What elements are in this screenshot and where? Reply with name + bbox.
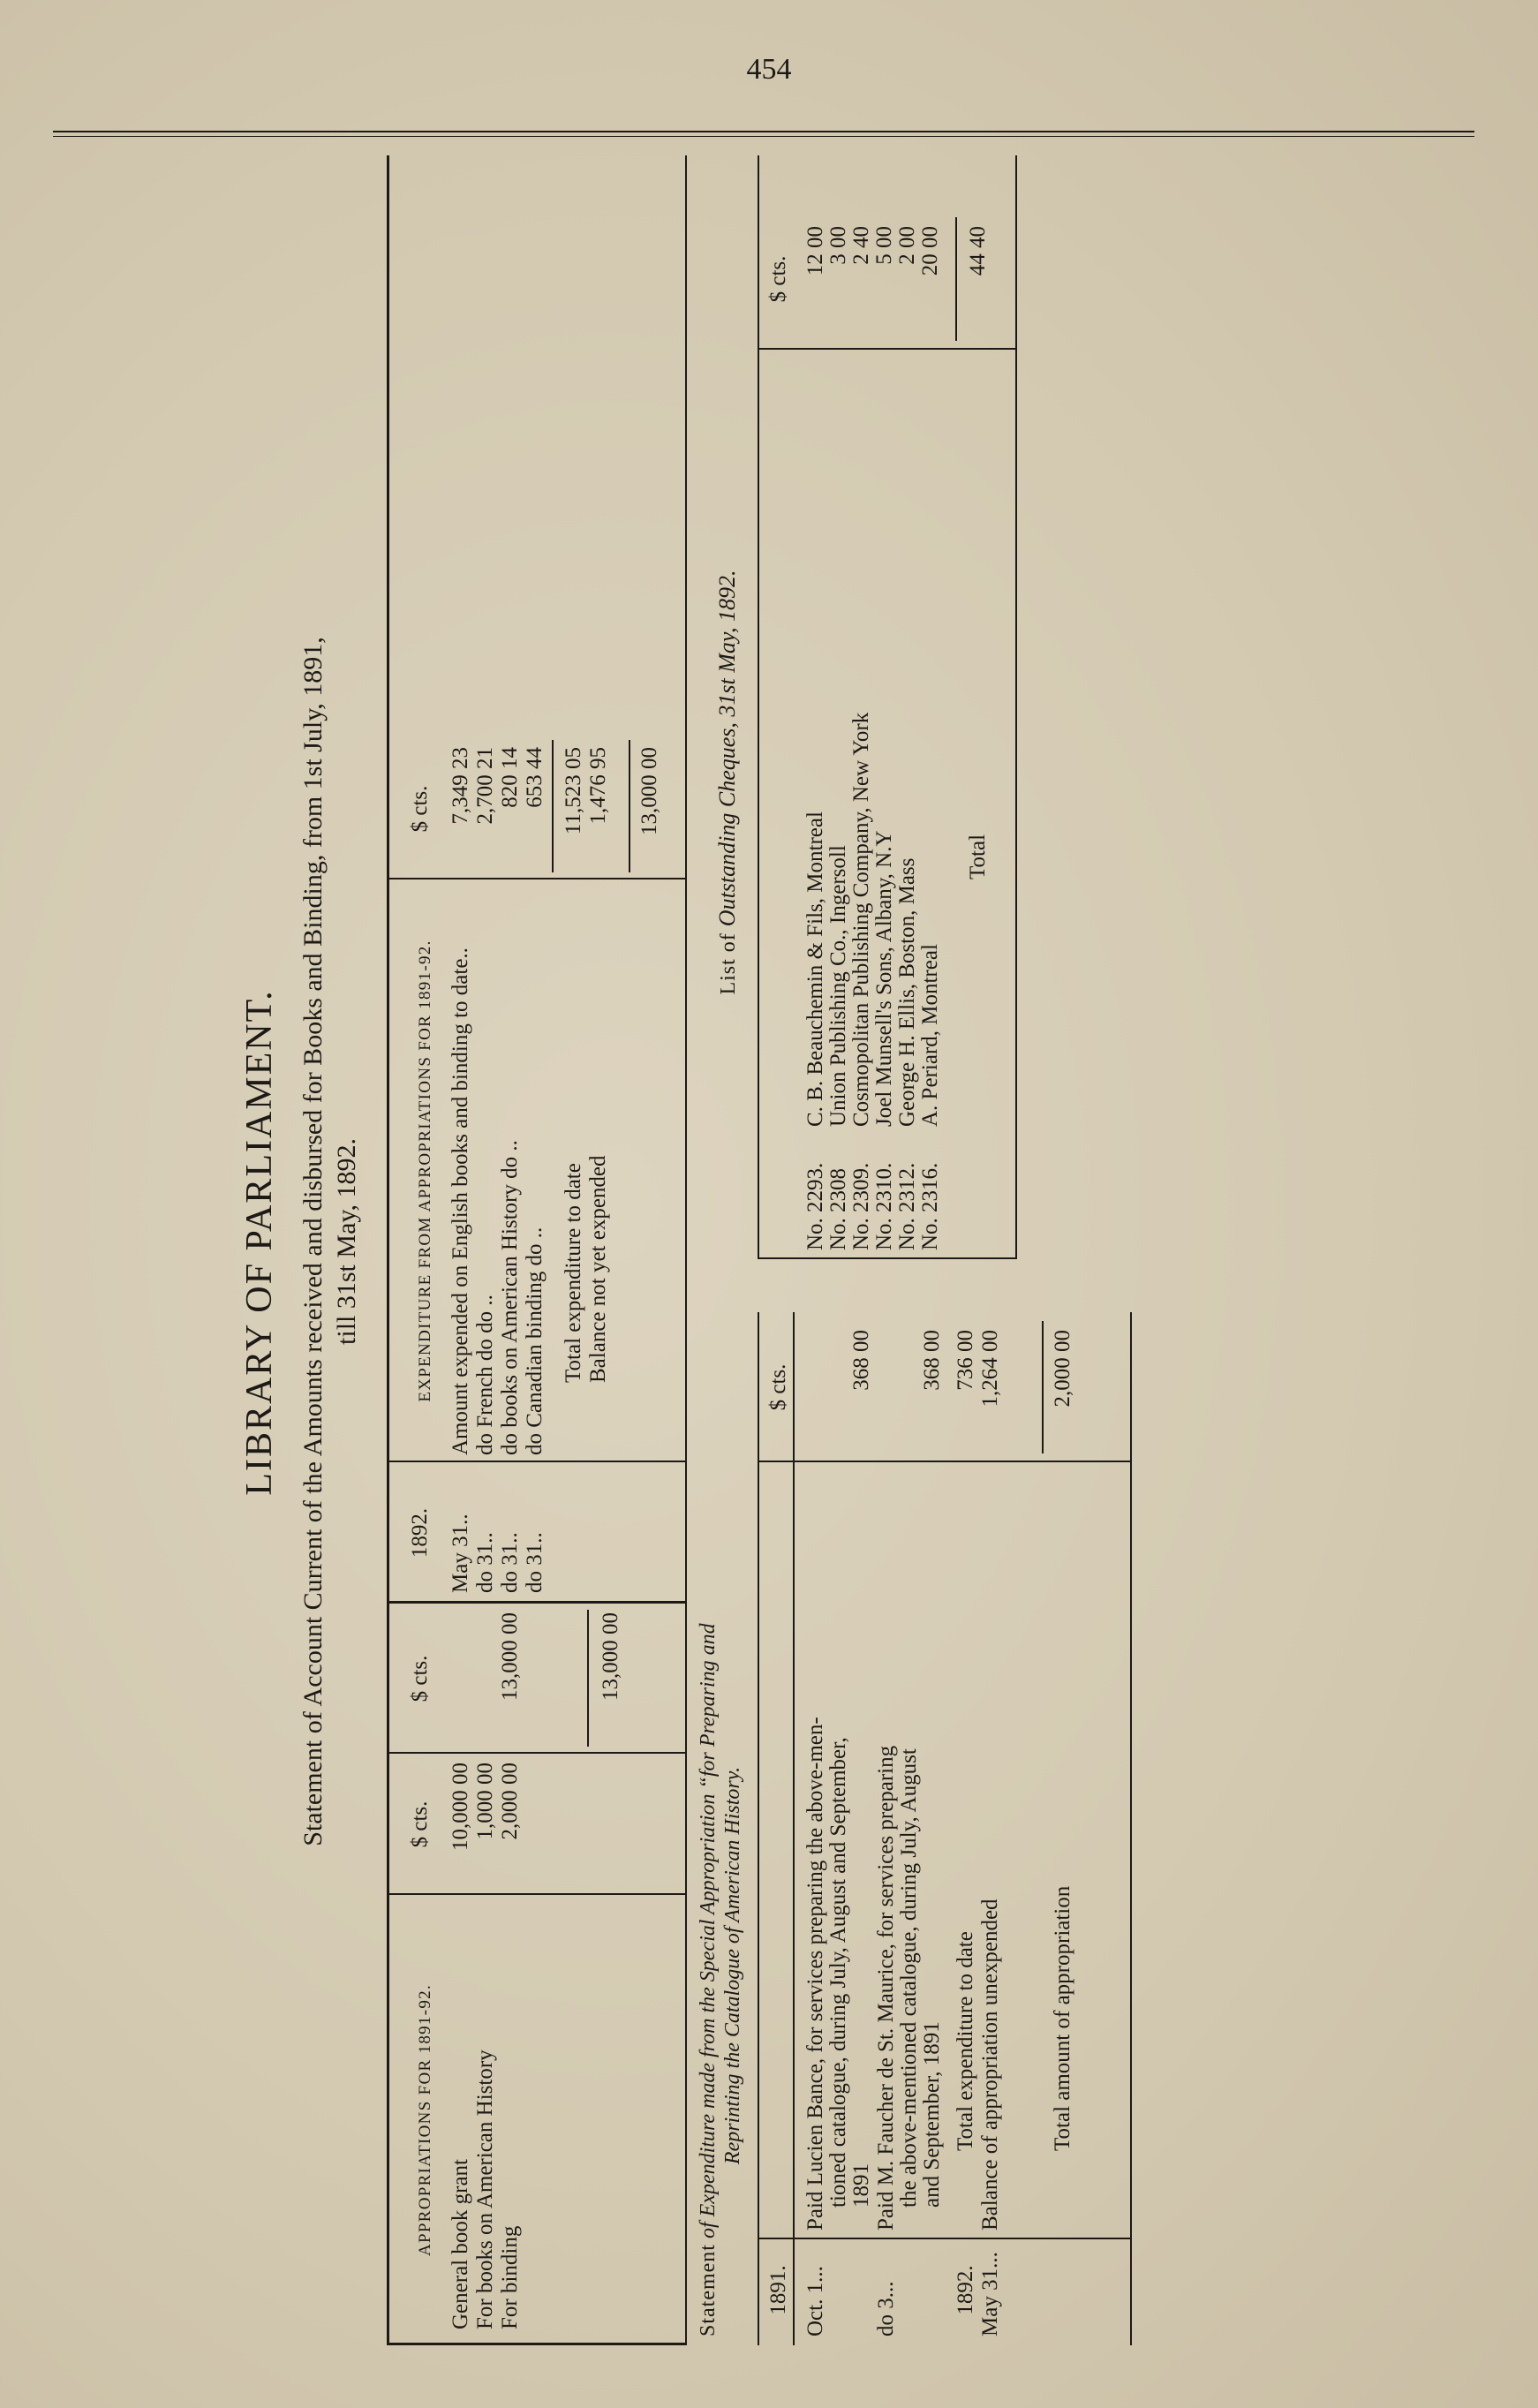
currency-header: $ cts. — [408, 785, 432, 833]
balance-date: May 31... — [978, 2252, 1002, 2336]
cheques-title — [715, 306, 741, 1259]
table-bottom-rule — [1015, 155, 1017, 1259]
payment-description: tioned catalogue, during July, August and September, — [826, 1737, 850, 2208]
column-rule — [387, 1601, 685, 1604]
expenditure-date: do 31.. — [498, 1532, 522, 1593]
cheque-amount: 20 00 — [918, 226, 942, 276]
special-title-smallcaps: Statement — [697, 2244, 720, 2336]
cheque-amount: 2 00 — [895, 226, 919, 265]
appropriation-amount: 2,000 00 — [498, 1763, 522, 1840]
cheque-payee: A. Periard, Montreal — [918, 944, 942, 1127]
cheques-title-prefix: List of — [717, 926, 740, 995]
expenditure-header: EXPENDITURE FROM APPROPRIATIONS FOR 1891-92. — [416, 940, 434, 1402]
expenditure-amount: 2,700 21 — [473, 747, 497, 825]
cheque-payee: Joel Munsell's Sons, Albany, N.Y — [872, 830, 896, 1127]
table-top-rule — [758, 1312, 759, 2345]
expenditure-description: do French do do .. — [473, 1295, 497, 1455]
cheque-number: No. 2293. — [803, 1162, 827, 1250]
subtotal-rule — [552, 740, 554, 872]
column-rule — [387, 1461, 685, 1463]
cheques-total-label: Total — [966, 834, 990, 879]
cheque-number: No. 2308 — [826, 1167, 850, 1250]
cheque-amount: 12 00 — [803, 226, 827, 276]
balance-amount: 1,264 00 — [978, 1330, 1002, 1408]
page-number: 454 — [746, 53, 792, 86]
cheque-number: No. 2312. — [895, 1162, 919, 1250]
table-header-rule — [793, 1312, 795, 2345]
table-top-rule — [387, 155, 389, 2345]
appropriation-label: For books on American History — [473, 2049, 497, 2329]
rotated-content — [238, 140, 1474, 2345]
cheque-number: No. 2316. — [918, 1162, 942, 1250]
payment-description: Paid Lucien Bance, for services preparing the above-men- — [803, 1717, 827, 2231]
payment-description: Paid M. Faucher de St. Maurice, for services preparing — [874, 1745, 898, 2231]
payment-date: Oct. 1... — [803, 2266, 827, 2336]
column-rule — [387, 879, 685, 880]
payment-description: the above-mentioned catalogue, during July, August — [897, 1748, 921, 2208]
cheque-amount: 3 00 — [826, 226, 850, 265]
appropriation-label: Total amount of appropriation — [1051, 1885, 1074, 2151]
cheque-amount: 5 00 — [872, 226, 896, 265]
expenditure-description: do books on American History do .. — [498, 1140, 522, 1455]
currency-header: $ cts. — [766, 1363, 790, 1411]
document-title: LIBRARY OF PARLIAMENT. — [239, 989, 280, 1496]
cheque-payee: C. B. Beauchemin & Fils, Montreal — [803, 811, 827, 1127]
cheque-payee: Union Publishing Co., Ingersoll — [826, 845, 850, 1127]
subtotal-rule — [955, 217, 957, 341]
total-expenditure-label: Total expenditure to date — [562, 1163, 585, 1383]
subtotal-rule — [1042, 1321, 1044, 1453]
appropriations-header: APPROPRIATIONS FOR 1891-92. — [416, 1984, 434, 2257]
subtotal-rule — [587, 1610, 589, 1747]
header-rule — [53, 131, 1474, 132]
expenditure-date: May 31.. — [449, 1513, 472, 1593]
year-header: 1892. — [408, 1507, 432, 1559]
cheques-total: 44 40 — [966, 226, 990, 276]
total-expenditure-amount: 736 00 — [954, 1330, 977, 1391]
appropriation-label: General book grant — [449, 2159, 472, 2329]
special-title-line-1 — [696, 1595, 720, 2336]
appropriation-amount: 1,000 00 — [473, 1763, 497, 1840]
statement-subtitle — [297, 314, 364, 2169]
payment-amount: 368 00 — [920, 1330, 944, 1391]
expenditure-date: do 31.. — [473, 1532, 497, 1593]
right-grand-total: 13,000 00 — [637, 747, 661, 835]
subtitle-line-2: till 31st May, 1892. — [332, 1138, 361, 1345]
year-header: 1891. — [766, 2265, 790, 2315]
cheque-payee: Cosmopolitan Publishing Company, New York — [849, 712, 873, 1127]
payment-description: and September, 1891 — [920, 2021, 944, 2208]
currency-header: $ cts. — [408, 1655, 432, 1702]
expenditure-amount: 653 44 — [523, 747, 547, 808]
expenditure-description: do Canadian binding do .. — [523, 1227, 547, 1455]
subtitle-line-1: Statement of Account Current of the Amounts received and disbursed for Books and Binding, from 1st July, 1891, — [298, 637, 328, 1846]
appropriation-amount: 10,000 00 — [449, 1763, 472, 1851]
total-expenditure-label: Total expenditure to date — [954, 1931, 977, 2151]
payment-date: do 3... — [874, 2281, 898, 2336]
balance-amount: 1,476 95 — [586, 747, 610, 825]
column-rule — [387, 1894, 685, 1896]
column-rule — [758, 1258, 1015, 1260]
expenditure-amount: 7,349 23 — [449, 747, 472, 825]
appropriations-total: 13,000 00 — [498, 1612, 522, 1701]
balance-label: Balance of appropriation unexpended — [978, 1898, 1002, 2231]
expenditure-date: do 31.. — [523, 1532, 547, 1593]
balance-label: Balance not yet expended — [586, 1155, 610, 1383]
subtotal-rule — [629, 740, 630, 872]
total-expenditure-amount: 11,523 05 — [562, 747, 585, 835]
column-rule — [758, 1461, 1130, 1463]
year-header: 1892. — [954, 2265, 977, 2315]
currency-header: $ cts. — [408, 1800, 432, 1848]
table-bottom-rule — [685, 155, 687, 2345]
special-title-text: of Expenditure made from the Special Appropriation “for Preparing and — [697, 1623, 720, 2239]
payment-description: 1891 — [849, 2163, 873, 2208]
column-rule — [387, 1753, 685, 1755]
cheque-amount: 2 40 — [849, 226, 873, 265]
cheques-title-text: Outstanding Cheques, 31st May, 1892. — [714, 570, 740, 927]
column-rule — [758, 349, 1015, 351]
table-bottom-rule — [1130, 1312, 1132, 2345]
cheque-number: No. 2310. — [872, 1162, 896, 1250]
payment-amount: 368 00 — [849, 1330, 873, 1391]
cheque-number: No. 2309. — [849, 1162, 873, 1250]
cheque-payee: George H. Ellis, Boston, Mass — [895, 857, 919, 1127]
table-top-rule — [758, 155, 759, 1259]
appropriations-grand-total: 13,000 00 — [599, 1612, 622, 1701]
header-rule-thin — [53, 136, 1474, 137]
expenditure-description: Amount expended on English books and binding to date.. — [449, 947, 472, 1455]
appropriation-label: For binding — [498, 2225, 522, 2329]
currency-header: $ cts. — [766, 255, 790, 303]
special-title-line-2: Reprinting the Catalogue of American History. — [721, 1766, 744, 2165]
expenditure-amount: 820 14 — [498, 747, 522, 808]
table-left-rule — [387, 2343, 685, 2345]
appropriation-amount: 2,000 00 — [1051, 1330, 1074, 1408]
